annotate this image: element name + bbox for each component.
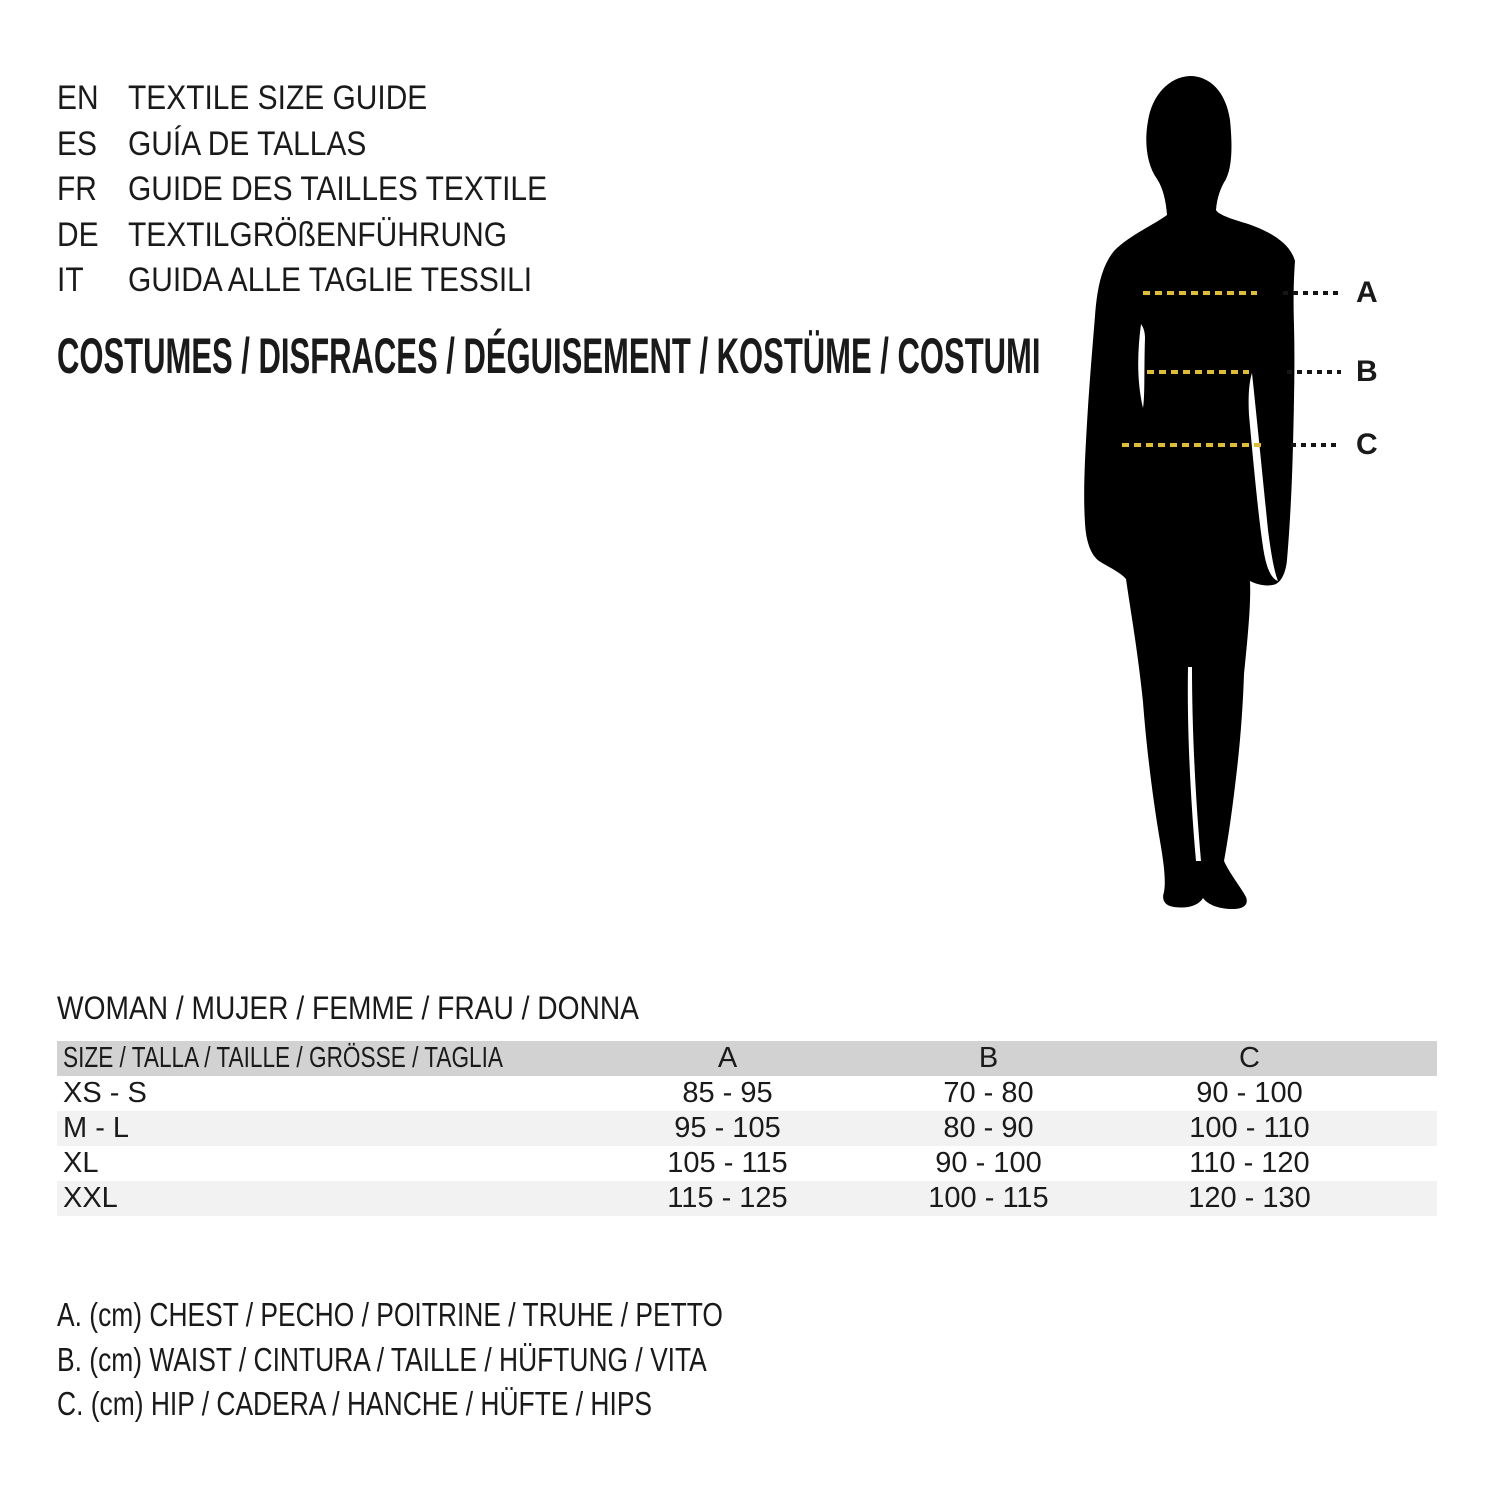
value-a: 105 - 115 — [667, 1147, 788, 1179]
measure-line-c-leader — [1291, 443, 1341, 447]
size-cell: M - L — [63, 1112, 130, 1144]
column-header-b: B — [978, 1042, 999, 1074]
size-header-label: SIZE / TALLA / TAILLE / GRÖSSE / TAGLIA — [63, 1042, 504, 1074]
measure-label-b: B — [1356, 355, 1378, 388]
value-b: 90 - 100 — [935, 1147, 1042, 1179]
language-row-de — [57, 213, 604, 259]
legend-row-waist: B. (cm) WAIST / CINTURA / TAILLE / HÜFTUNG / VITA — [57, 1340, 707, 1378]
size-row-xs-s — [57, 1076, 1437, 1111]
language-row-it — [57, 258, 604, 304]
size-table — [57, 1041, 1437, 1216]
size-cell: XS - S — [63, 1077, 147, 1109]
measurement-legend — [57, 1293, 889, 1427]
language-list — [57, 76, 604, 304]
value-b: 70 - 80 — [943, 1077, 1034, 1109]
language-code: FR — [57, 170, 97, 209]
value-a: 95 - 105 — [674, 1112, 781, 1144]
measure-label-c: C — [1356, 428, 1378, 461]
language-label: TEXTILGRÖßENFÜHRUNG — [128, 215, 508, 254]
language-code: EN — [57, 79, 99, 118]
measure-line-b-leader — [1287, 370, 1341, 374]
language-label: GUÍA DE TALLAS — [128, 124, 367, 163]
language-code: DE — [57, 215, 99, 254]
language-row-en — [57, 76, 604, 122]
size-cell: XXL — [63, 1182, 118, 1214]
size-row-xl — [57, 1146, 1437, 1181]
measure-line-c-body — [1122, 443, 1263, 447]
measure-line-a-body — [1143, 291, 1257, 295]
column-header-c: C — [1239, 1042, 1260, 1074]
value-b: 80 - 90 — [943, 1112, 1034, 1144]
language-code: ES — [57, 124, 97, 163]
legend-row-hip: C. (cm) HIP / CADERA / HANCHE / HÜFTE / HIPS — [57, 1385, 653, 1423]
value-c: 120 - 130 — [1188, 1182, 1311, 1214]
value-b: 100 - 115 — [928, 1182, 1049, 1214]
language-row-es — [57, 122, 604, 168]
legend-row-chest: A. (cm) CHEST / PECHO / POITRINE / TRUHE / PETTO — [57, 1296, 723, 1334]
value-a: 85 - 95 — [682, 1077, 773, 1109]
size-table-header — [57, 1041, 1437, 1076]
section-title-woman: WOMAN / MUJER / FEMME / FRAU / DONNA — [57, 990, 639, 1026]
measure-label-a: A — [1356, 276, 1378, 309]
category-heading: COSTUMES / DISFRACES / DÉGUISEMENT / KOSTÜME / COSTUMI — [57, 328, 1041, 384]
language-code: IT — [57, 261, 84, 300]
woman-silhouette-icon — [1040, 75, 1340, 915]
size-cell: XL — [63, 1147, 99, 1179]
language-label: GUIDA ALLE TAGLIE TESSILI — [128, 261, 533, 300]
language-row-fr — [57, 167, 604, 213]
value-c: 100 - 110 — [1189, 1112, 1310, 1144]
size-row-xxl — [57, 1181, 1437, 1216]
value-a: 115 - 125 — [667, 1182, 788, 1214]
woman-silhouette-figure — [1040, 75, 1340, 915]
language-label: TEXTILE SIZE GUIDE — [128, 79, 428, 118]
measure-line-a-leader — [1283, 291, 1341, 295]
measure-line-b-body — [1147, 370, 1249, 374]
size-row-m-l — [57, 1111, 1437, 1146]
value-c: 90 - 100 — [1196, 1077, 1303, 1109]
language-label: GUIDE DES TAILLES TEXTILE — [128, 170, 548, 209]
value-c: 110 - 120 — [1189, 1147, 1310, 1179]
column-header-a: A — [717, 1042, 738, 1074]
